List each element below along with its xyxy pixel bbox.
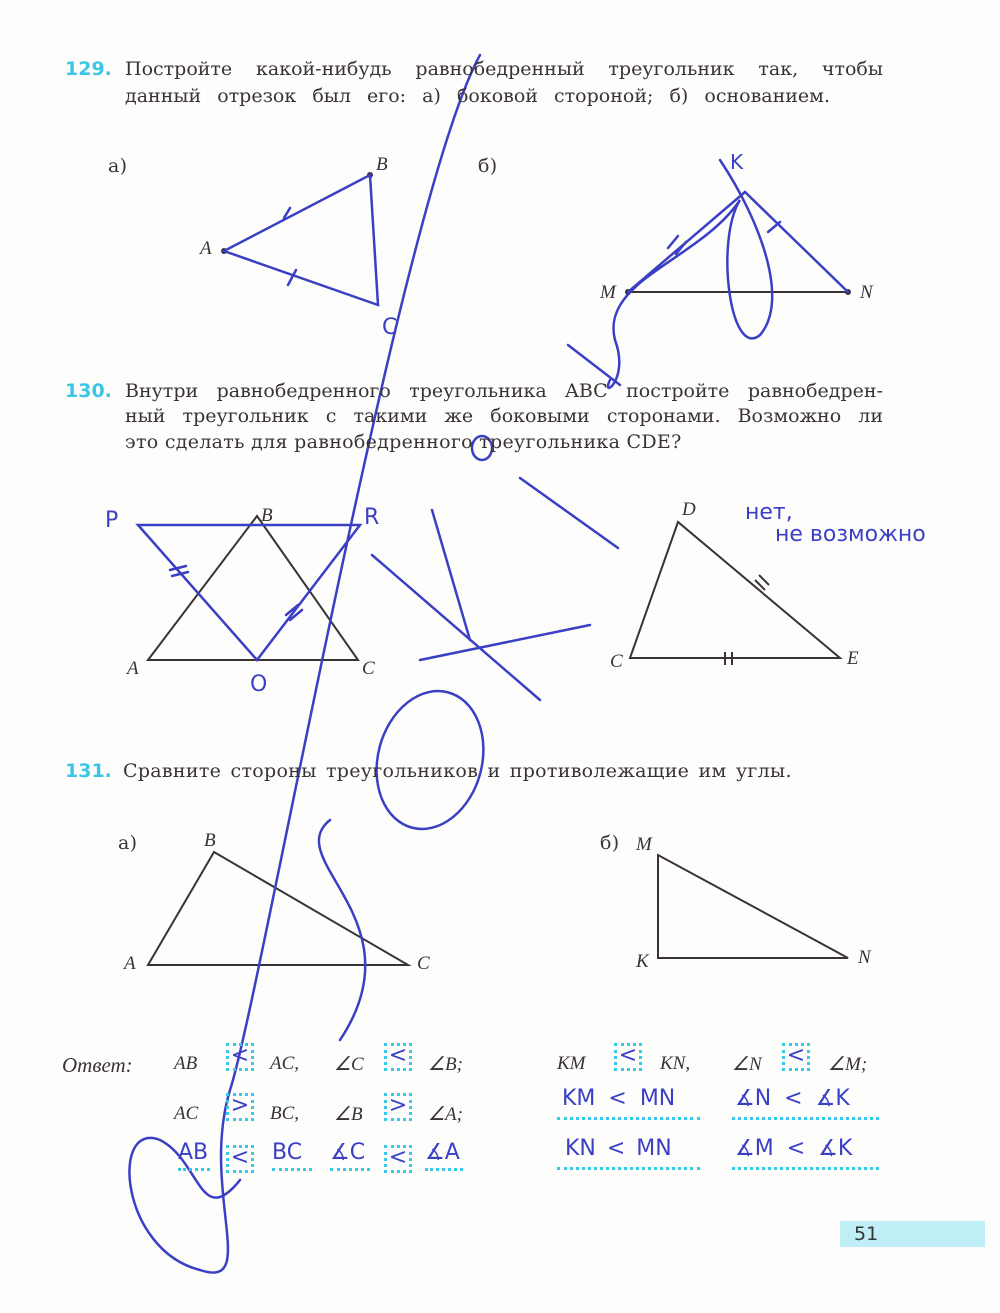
answer-box[interactable]: > bbox=[384, 1093, 412, 1121]
point-label: B bbox=[204, 830, 216, 851]
point-label: E bbox=[847, 648, 859, 669]
part-b-label: б) bbox=[600, 832, 620, 854]
handwritten-label: O bbox=[250, 672, 268, 697]
handwritten-label: C bbox=[382, 315, 398, 340]
triangle-131b bbox=[658, 855, 848, 958]
part-a-label: а) bbox=[108, 155, 128, 177]
answer-term: ∠C bbox=[334, 1054, 364, 1075]
handwritten-answer: нет, bbox=[745, 500, 793, 525]
answer-term: BC, bbox=[270, 1103, 300, 1124]
answer-term: KM bbox=[557, 1053, 586, 1074]
point-label: N bbox=[860, 282, 873, 303]
answer-term: KN, bbox=[660, 1053, 691, 1074]
answer-box[interactable]: > bbox=[226, 1093, 254, 1121]
problem-129-line-2: данный отрезок был его: а) боковой стороной; б) основанием. bbox=[125, 85, 830, 107]
handwritten-term: AB bbox=[178, 1140, 209, 1165]
answer-box[interactable]: < bbox=[226, 1043, 254, 1071]
point-label: A bbox=[124, 953, 136, 974]
problem-number-131: 131. bbox=[65, 760, 112, 782]
answer-label: Ответ: bbox=[62, 1053, 133, 1077]
answer-box[interactable]: < bbox=[384, 1043, 412, 1071]
handwritten-term: ∡C bbox=[330, 1140, 366, 1165]
answer-box[interactable]: < bbox=[384, 1145, 412, 1173]
answer-box[interactable]: < bbox=[226, 1145, 254, 1173]
handwritten-answer: ∡M < ∡K bbox=[735, 1136, 853, 1161]
problem-number-130: 130. bbox=[65, 380, 112, 402]
point-label: N bbox=[858, 947, 871, 968]
point-label: B bbox=[261, 505, 273, 526]
answer-term: ∠B bbox=[334, 1104, 363, 1125]
answer-term: AC, bbox=[270, 1053, 300, 1074]
handwritten-label: R bbox=[364, 505, 380, 530]
point-label: B bbox=[376, 154, 388, 175]
problem-129-line-1: Постройте какой-нибудь равнобедренный треугольник так, чтобы bbox=[125, 58, 883, 80]
handwritten-term: ∡A bbox=[425, 1140, 460, 1165]
answer-term: ∠A; bbox=[428, 1104, 463, 1125]
answer-term: AB bbox=[174, 1053, 198, 1074]
answer-term: ∠B; bbox=[428, 1054, 463, 1075]
answer-term: ∠N bbox=[732, 1054, 762, 1075]
problem-131-text: Сравните стороны треугольников и противолежащие им углы. bbox=[123, 760, 792, 782]
point-label: K bbox=[636, 951, 649, 972]
handwritten-label: P bbox=[105, 508, 119, 533]
answer-term: ∠M; bbox=[828, 1054, 868, 1075]
handwritten-label: K bbox=[730, 150, 744, 174]
problem-number-129: 129. bbox=[65, 58, 112, 80]
page-number: 51 bbox=[854, 1223, 879, 1245]
answer-term: AC bbox=[174, 1103, 199, 1124]
handwritten-answer: не возможно bbox=[775, 522, 926, 547]
handwritten-answer: KM < MN bbox=[562, 1086, 676, 1111]
page-number-tab bbox=[840, 1221, 985, 1247]
part-b-label: б) bbox=[478, 155, 498, 177]
handwritten-answer: KN < MN bbox=[565, 1136, 672, 1161]
handwritten-term: BC bbox=[272, 1140, 303, 1165]
handwritten-answer: ∡N < ∡K bbox=[735, 1086, 850, 1111]
point-label: D bbox=[682, 499, 696, 520]
problem-130-line-3: это сделать для равнобедренного треугольника CDE? bbox=[125, 431, 682, 453]
answer-box[interactable]: < bbox=[782, 1043, 810, 1071]
point-label: C bbox=[610, 651, 623, 672]
point-label: C bbox=[417, 953, 430, 974]
point-label: M bbox=[600, 282, 616, 303]
problem-130-line-1: Внутри равнобедренного треугольника ABC постройте равнобедрен- bbox=[125, 380, 883, 402]
point-label: A bbox=[127, 658, 139, 679]
point-label: A bbox=[200, 238, 212, 259]
answer-box[interactable]: < bbox=[614, 1043, 642, 1071]
point-label: M bbox=[636, 834, 652, 855]
problem-130-line-2: ный треугольник с такими же боковыми сторонами. Возможно ли bbox=[125, 405, 883, 427]
point-label: C bbox=[362, 658, 375, 679]
part-a-label: а) bbox=[118, 832, 138, 854]
